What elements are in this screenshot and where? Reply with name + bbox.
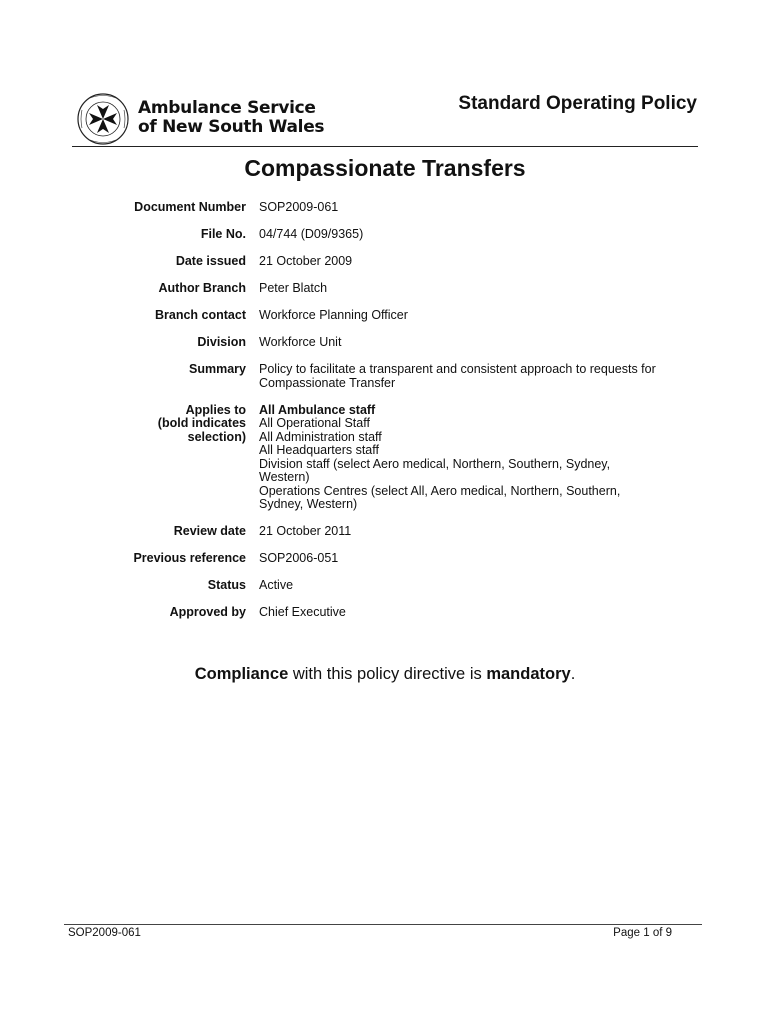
mandatory-emphasis: mandatory (486, 665, 571, 683)
summary-line: Policy to facilitate a transparent and consistent approach to requests for (259, 362, 656, 376)
meta-value (259, 363, 679, 390)
meta-label: Author Branch (158, 281, 246, 295)
applies-to-line: Division staff (select Aero medical, Northern, Southern, Sydney, (259, 456, 611, 471)
meta-value: Chief Executive (259, 605, 346, 619)
meta-label: Date issued (175, 254, 246, 268)
meta-row-document-number (100, 201, 680, 215)
header-divider (72, 146, 698, 147)
applies-to-line: All Headquarters staff (259, 443, 379, 457)
meta-value: SOP2006-051 (259, 551, 339, 565)
meta-label: Summary (189, 362, 246, 376)
compliance-emphasis: Compliance (194, 665, 289, 683)
applies-to-line: Western) (259, 470, 310, 484)
meta-row-status (100, 579, 680, 593)
applies-to-line: All Administration staff (259, 429, 382, 444)
meta-row-summary (100, 363, 680, 390)
meta-row-branch-contact (100, 309, 680, 323)
compliance-statement (0, 665, 770, 684)
meta-value: 21 October 2009 (259, 254, 353, 268)
meta-row-approved-by (100, 606, 680, 620)
meta-value: Peter Blatch (259, 281, 328, 295)
applies-to-line: All Operational Staff (259, 416, 370, 430)
meta-value: SOP2009-061 (259, 200, 339, 214)
meta-label: Division (197, 335, 246, 349)
meta-value: Active (259, 578, 294, 592)
meta-row-file-no (100, 228, 680, 242)
meta-value: Workforce Planning Officer (259, 308, 408, 322)
compliance-text: with this policy directive is (288, 665, 487, 683)
organisation-logo (76, 92, 325, 144)
meta-row-division (100, 336, 680, 350)
meta-label: Review date (173, 524, 246, 538)
meta-value: Workforce Unit (259, 335, 342, 349)
meta-value (259, 404, 679, 512)
page-title: Compassionate Transfers (244, 155, 526, 181)
meta-label: Status (207, 578, 246, 592)
meta-label: Document Number (134, 200, 246, 214)
applies-to-line: Sydney, Western) (259, 497, 358, 511)
logo-line-1: Ambulance Service (138, 98, 316, 118)
document-type-heading: Standard Operating Policy (458, 93, 697, 114)
applies-to-line-selected: All Ambulance staff (259, 402, 376, 417)
compliance-period: . (570, 665, 576, 683)
meta-label: Approved by (169, 605, 246, 619)
meta-value: 21 October 2011 (259, 524, 352, 538)
meta-label: Branch contact (155, 308, 246, 322)
maltese-cross-seal-icon (76, 92, 130, 146)
meta-row-applies-to (100, 404, 680, 512)
meta-row-review-date (100, 525, 680, 539)
logo-line-2: of New South Wales (138, 117, 325, 137)
meta-label: File No. (200, 227, 246, 241)
footer-document-number: SOP2009-061 (68, 927, 141, 939)
meta-row-date-issued (100, 255, 680, 269)
footer-divider (64, 924, 702, 925)
metadata-table (100, 201, 680, 633)
meta-label: Applies to (bold indicates selection) (157, 402, 246, 444)
meta-row-previous-reference (100, 552, 680, 566)
meta-value: 04/744 (D09/9365) (259, 227, 364, 241)
meta-row-author-branch (100, 282, 680, 296)
applies-to-line: Operations Centres (select All, Aero medical, Northern, Southern, (259, 483, 621, 498)
summary-line: Compassionate Transfer (259, 375, 396, 390)
meta-label: Previous reference (133, 551, 246, 565)
footer-page-number: Page 1 of 9 (613, 927, 672, 939)
